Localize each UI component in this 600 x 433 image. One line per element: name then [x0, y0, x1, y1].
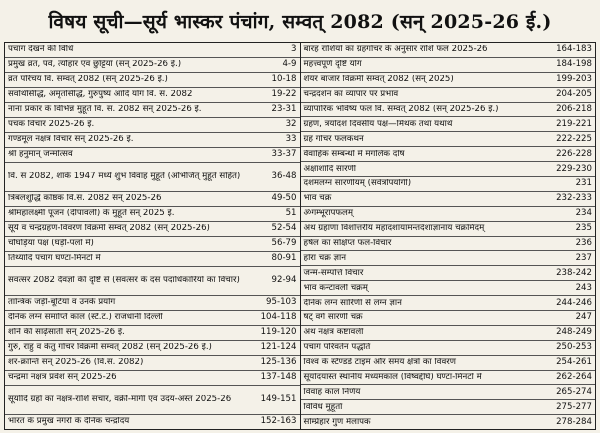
contents-entry — [301, 147, 596, 162]
entry-page: 234 — [575, 208, 592, 219]
contents-entry — [301, 281, 596, 296]
entry-page: 243 — [575, 282, 592, 293]
contents-entry — [301, 266, 596, 281]
contents-entry — [301, 296, 596, 311]
entry-title: श्रीमहालक्ष्मी पूजन (दीपावली) के मुहूर्त सन् 2025 ई. — [8, 209, 175, 219]
entry-title: ग्रहण, त्रयोदश दिवसीय पक्ष—मिथक तथा यथार्थ — [303, 119, 453, 129]
contents-entry — [5, 43, 300, 58]
entry-title: अक्षांशादि सारणी — [303, 164, 357, 174]
contents-entry — [301, 73, 596, 88]
entry-title: सर्वार्थसिद्धि, अमृतसिद्धि, गुरुपुष्य आदि योग वि. सं. 2082 — [8, 90, 193, 100]
entry-page: 125-136 — [260, 357, 297, 368]
entry-page: 229-230 — [556, 163, 592, 174]
contents-entry — [301, 311, 596, 326]
entry-page: 52-54 — [271, 223, 297, 234]
entry-page: 235 — [575, 223, 592, 234]
entry-page: 238-242 — [556, 267, 592, 278]
entry-title: भाव कन्टावली चक्रम् — [303, 283, 368, 293]
entry-page: 152-163 — [260, 416, 297, 427]
entry-page: 33-37 — [271, 149, 297, 160]
entry-title: भाव चक्र — [303, 194, 332, 204]
contents-entry — [301, 177, 596, 192]
contents-entry — [301, 371, 596, 386]
entry-title: गण्डमूल नक्षत्र विचार सन् 2025-26 ई. — [8, 135, 134, 145]
entry-page: 222-225 — [556, 133, 592, 144]
entry-title: ॐगम्भूरापफलम् — [303, 209, 354, 219]
entry-title: चन्द्रमा नक्षत्र प्रवेश सन् 2025-26 — [8, 373, 117, 383]
entry-page: 137-148 — [260, 372, 297, 383]
entry-page: 206-218 — [556, 104, 592, 114]
contents-entry — [5, 148, 300, 163]
contents-entry — [5, 386, 300, 415]
entry-page: 95-103 — [266, 297, 297, 308]
contents-entry — [301, 192, 596, 207]
entry-title: जन्म-सम्पत्ति विचार — [303, 268, 364, 278]
entry-title: व्यापारिक भविष्य फल वि. सम्वत् 2082 (सन् 2025-26 ई.) — [303, 105, 499, 114]
entry-page: 199-203 — [556, 74, 592, 85]
entry-title: तान्त्रिक जड़ी-बूटियाँ व उनके प्रयोग — [8, 298, 116, 308]
contents-entry — [5, 222, 300, 237]
contents-entry — [5, 192, 300, 207]
entry-title: सूर्यादि ग्रहों का नक्षत्र-राशि संचार, वक्री-मार्गी एवं उदय-अस्त 2025-26 — [8, 395, 232, 405]
entry-page: 244-246 — [556, 297, 592, 308]
entry-page: 3 — [291, 44, 297, 55]
contents-entry — [5, 356, 300, 371]
contents-entry — [301, 117, 596, 132]
page-title: विषय सूची—सूर्य भास्कर पंचांग, सम्वत् 2082 (सन् 2025-26 ई.) — [48, 11, 552, 33]
entry-title: भारत के प्रमुख नगरों के दैनिक चन्द्रोदय — [8, 417, 130, 427]
contents-entry — [5, 415, 300, 429]
entry-title: ग्रह गोचर फलकथन — [303, 134, 364, 144]
entry-page: 149-151 — [260, 394, 297, 405]
entry-title: होरा चक्र ज्ञान — [303, 253, 347, 263]
contents-entry — [5, 311, 300, 326]
entry-page: 275-277 — [556, 401, 592, 412]
entry-title: दशमलग्न सारणीयम् (सर्वत्रोपयोगी) — [303, 179, 412, 189]
contents-entry — [5, 296, 300, 311]
contents-entry — [5, 371, 300, 386]
entry-title: व्रत परिचय वि. सम्वत् 2082 (सन् 2025-26 ई.) — [8, 75, 168, 85]
entry-title: सूर्योदयास्त स्थानीय मध्यमकाल (विष्वद्दीर्घ) घण्टा-मिनटों में — [303, 373, 482, 383]
entry-title: श्री हनुमान् जन्मोत्सव — [8, 150, 73, 160]
contents-entry — [5, 58, 300, 73]
contents-entry — [5, 326, 300, 341]
entry-page: 49-50 — [271, 193, 297, 204]
entry-page: 231 — [575, 178, 592, 189]
entry-title: वैवाहिक सम्बन्धों में मंगलिक दोष — [303, 149, 405, 159]
contents-table — [4, 42, 596, 430]
entry-page: 33 — [285, 134, 297, 145]
entry-page: 36-48 — [271, 171, 297, 182]
contents-entry — [301, 222, 596, 237]
contents-entry — [301, 385, 596, 400]
entry-page: 278-284 — [556, 416, 592, 427]
entry-title: शनि की साढ़ेसाती सन् 2025-26 ई. — [8, 328, 125, 338]
entry-title: षट् वर्ग सारणी चक्र — [303, 313, 363, 323]
entry-page: 121-124 — [260, 342, 297, 353]
entry-page: 219-221 — [556, 118, 592, 129]
entry-page: 236 — [575, 238, 592, 249]
contents-entry — [5, 73, 300, 88]
contents-entry — [301, 341, 596, 356]
contents-entry — [301, 103, 596, 118]
entry-page: 4-9 — [282, 59, 297, 70]
entry-title: अथ ग्रहाणां विंशोत्तरीय महादशायामन्तर्दशाज्ञानाय चक्रमिदम् — [303, 224, 485, 234]
entry-page: 237 — [575, 252, 592, 263]
entry-page: 254-261 — [556, 357, 592, 368]
contents-entry — [301, 88, 596, 103]
entry-title: गुरु, राहु व केतु गोचर विक्रमी सम्वत् 2082 (सन् 2025-26 ई.) — [8, 343, 212, 353]
entry-title: अथ नक्षत्र कष्टावली — [303, 328, 364, 338]
contents-entry — [5, 252, 300, 267]
contents-entry — [301, 400, 596, 415]
entry-title: वि. सं 2082, शाके 1947 मध्ये शुभ विवाह मुहूर्त (अभिजित् मुहूर्त सहित) — [8, 172, 241, 182]
entry-title: नाना प्रकार के विभिन्न मुहूर्त वि. सं. 2082 सन् 2025-26 ई. — [8, 105, 202, 115]
entry-page: 104-118 — [260, 312, 297, 323]
contents-entry — [5, 267, 300, 296]
entry-title: पंचांग देखने की विधि — [8, 45, 74, 55]
entry-page: 232-233 — [556, 193, 592, 204]
entry-title: विवाह काल निर्णय — [303, 387, 361, 397]
entry-title: हर्षल का संक्षिप्त फल-विचार — [303, 239, 392, 249]
entry-page: 164-183 — [556, 44, 592, 55]
entry-title: प्रमुख व्रत, पर्व, त्यौहार एवं छुट्टियाँ (सन् 2025-26 ई.) — [8, 60, 182, 70]
entry-page: 32 — [285, 119, 297, 130]
entry-title: शेयर बाजार विक्रमी सम्वत् 2082 (सन् 2025) — [303, 75, 454, 85]
entry-page: 262-264 — [556, 372, 592, 383]
entry-page: 51 — [285, 208, 297, 219]
entry-page: 119-120 — [260, 327, 297, 338]
entry-title: दैनिक लग्न सारिणी से लग्न ज्ञान — [303, 298, 402, 308]
contents-entry — [5, 88, 300, 103]
entry-page: 23-31 — [271, 104, 297, 115]
entry-page: 248-249 — [556, 327, 592, 338]
entry-title: चौघड़िया पक्ष (घड़ी-पलों में) — [8, 239, 94, 249]
entry-title: सम्प्रिहार गुण मेलापक — [303, 417, 371, 427]
entry-title: बारह राशियों का ग्रहगोचर के अनुसार राशि फल 2025-26 — [303, 45, 488, 55]
entry-page: 19-22 — [271, 89, 297, 100]
contents-entry — [5, 163, 300, 192]
entry-page: 10-18 — [271, 74, 297, 85]
entry-title: त्रिबलशुद्धि कोष्ठक वि.सं. 2082 सन् 2025-26 — [8, 194, 162, 204]
contents-entry — [5, 207, 300, 222]
entry-page: 250-253 — [556, 342, 592, 353]
entry-title: विविध मुहूर्ता — [303, 402, 343, 412]
entry-page: 265-274 — [556, 386, 592, 397]
contents-entry — [301, 132, 596, 147]
entry-title: शर-क्रान्ति सन् 2025-26 (वि.सं. 2082) — [8, 358, 144, 368]
contents-entry — [301, 415, 596, 429]
entry-page: 226-228 — [556, 148, 592, 159]
entry-title: पंचांग परिवर्तन पद्धति — [303, 343, 371, 353]
entry-title: महत्त्वपूर्ण दृष्टि योग — [303, 60, 362, 70]
entry-page: 204-205 — [556, 89, 592, 100]
contents-entry — [5, 103, 300, 118]
entry-page: 184-198 — [556, 59, 592, 70]
contents-entry — [301, 356, 596, 371]
entry-title: विश्व के स्टैण्डर्ड टाइम और समय क्षेत्रों का विवरण — [303, 358, 456, 368]
contents-entry — [301, 43, 596, 58]
contents-entry — [301, 58, 596, 73]
contents-entry — [5, 341, 300, 356]
entry-title: तिथ्यादि पंचांग घण्टा-मिनटों में — [8, 254, 101, 264]
contents-right-column — [301, 43, 596, 429]
contents-entry — [5, 133, 300, 148]
entry-title: संवत्सर 2082 दैवज्ञों की दृष्टि से (संवत्सर के दस पदाधिकारियों का विचार) — [8, 276, 240, 286]
entry-title: चन्द्रदर्शन का व्यापार पर प्रभाव — [303, 90, 399, 100]
contents-entry — [301, 326, 596, 341]
entry-title: सूर्य व चन्द्रग्रहण-विवरण विक्रमी सम्वत् 2082 (सन् 2025-26) — [8, 224, 210, 234]
entry-page: 247 — [575, 312, 592, 323]
contents-entry — [301, 251, 596, 266]
contents-entry — [301, 162, 596, 177]
contents-entry — [301, 207, 596, 222]
entry-page: 56-79 — [271, 238, 297, 249]
contents-entry — [5, 237, 300, 252]
entry-page: 80-91 — [271, 253, 297, 264]
entry-title: दैनिक लग्न समाप्ति काल (स्टै.ट.) राजधानी दिल्ली — [8, 313, 163, 323]
entry-title: पंचक विचार 2025-26 ई. — [8, 120, 95, 130]
entry-page: 92-94 — [271, 275, 297, 286]
contents-entry — [301, 237, 596, 252]
contents-left-column — [5, 43, 301, 429]
contents-entry — [5, 118, 300, 133]
